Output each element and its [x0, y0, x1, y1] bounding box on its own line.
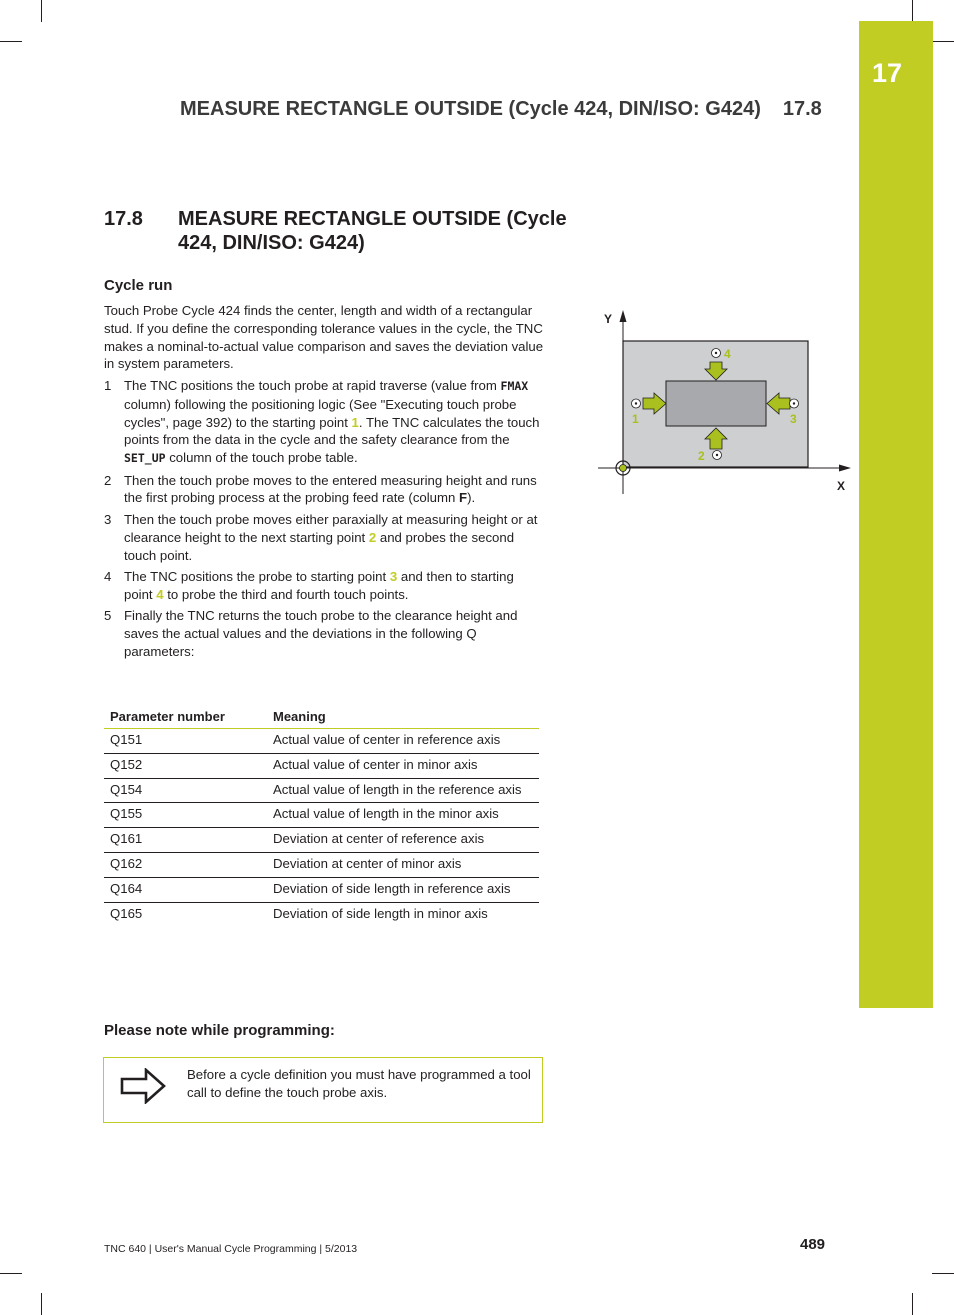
- chapter-number: 17: [872, 58, 903, 88]
- programming-note-heading: Please note while programming:: [104, 1022, 335, 1039]
- table-row: [104, 902, 539, 926]
- intro-paragraph: Touch Probe Cycle 424 finds the center, length and width of a rectangular stud. If you define the corresponding tolerance values in the cycle, the TNC makes a nominal-to-actual value comparison and saves the deviation value in system parameters.: [104, 303, 544, 372]
- table-cell: Q154: [104, 778, 267, 803]
- column-header: Parameter number: [104, 707, 267, 729]
- table-cell: Q155: [104, 803, 267, 828]
- step-text: Finally the TNC returns the touch probe to the clearance height and saves the actual values and the deviations in the following Q parameters:: [124, 608, 518, 659]
- y-axis-arrow: [620, 310, 627, 322]
- step-text: and then to starting point: [124, 569, 514, 602]
- table-row: [104, 852, 539, 877]
- note-box: [103, 1057, 543, 1123]
- crop-mark: [0, 41, 22, 42]
- table-cell: Q151: [104, 729, 267, 754]
- step-number: 1: [104, 378, 112, 393]
- step-text: The TNC positions the touch probe at rapid traverse (value from: [124, 378, 501, 393]
- table-cell: Q162: [104, 852, 267, 877]
- x-axis-arrow: [839, 465, 851, 472]
- origin-dot: [620, 465, 627, 472]
- note-text: Before a cycle definition you must have programmed a tool call to define the touch probe axis.: [187, 1067, 531, 1100]
- table-header-row: [104, 707, 539, 729]
- column-header: Meaning: [267, 707, 539, 729]
- q-parameter-table: [104, 707, 539, 926]
- section-number: 17.8: [104, 208, 143, 230]
- list-item: [104, 607, 544, 660]
- page-number: 489: [800, 1236, 826, 1253]
- touch-point-center: [635, 402, 637, 404]
- table-cell: Actual value of length in the reference axis: [267, 778, 539, 803]
- point-label-3: 3: [790, 412, 797, 426]
- table-row: [104, 753, 539, 778]
- crop-mark: [932, 1273, 954, 1274]
- table-row: [104, 778, 539, 803]
- step-number: 3: [104, 511, 112, 527]
- table-cell: Q152: [104, 753, 267, 778]
- y-axis-label: Y: [604, 312, 613, 326]
- running-header-title: MEASURE RECTANGLE OUTSIDE (Cycle 424, DIN/ISO: G424): [180, 98, 761, 120]
- footer-text: TNC 640 | User's Manual Cycle Programming | 5/2013: [104, 1243, 358, 1255]
- crop-mark: [912, 0, 913, 22]
- note-divider: [184, 1058, 185, 1122]
- point-ref: 4: [156, 586, 164, 602]
- table-cell: Actual value of center in minor axis: [267, 753, 539, 778]
- table-cell: Q165: [110, 905, 143, 921]
- step-text: Then the touch probe moves to the entered measuring height and runs the first probing process at the probing feed rate (column: [124, 472, 537, 506]
- table-cell: Q164: [104, 877, 267, 902]
- rectangular-stud: [666, 381, 766, 426]
- point-ref: 2: [368, 529, 377, 545]
- crop-mark: [41, 0, 42, 22]
- step-text: column of the touch probe table.: [165, 450, 358, 466]
- step-text: . The TNC calculates the touch points from the data in the cycle and the safety clearance from the: [124, 414, 540, 448]
- steps-list: [104, 377, 544, 664]
- list-item: [104, 377, 544, 468]
- step-text: The TNC positions the probe to starting point: [124, 569, 390, 585]
- point-ref: 3: [389, 569, 398, 585]
- step-text: ).: [467, 490, 476, 506]
- point-label-2: 2: [698, 449, 705, 463]
- cycle-run-heading: Cycle run: [104, 277, 173, 294]
- section-title: MEASURE RECTANGLE OUTSIDE (Cycle 424, DIN/ISO: G424): [178, 208, 567, 254]
- step-text: Then the touch probe moves either paraxially at measuring height or at clearance height to the next starting point: [124, 511, 538, 545]
- table-cell: Actual value of length in the minor axis: [267, 803, 539, 828]
- table-row: [104, 803, 539, 828]
- chapter-tab: [859, 21, 933, 1008]
- table-row: [104, 729, 539, 754]
- table-row: [104, 877, 539, 902]
- arrow-right-icon: [120, 1068, 166, 1104]
- crop-mark: [41, 1293, 42, 1315]
- code-keyword: SET_UP: [124, 451, 166, 466]
- touch-point-center: [716, 454, 718, 456]
- point-label-4: 4: [724, 347, 731, 361]
- point-label-1: 1: [632, 412, 639, 426]
- table-cell: Q161: [104, 828, 267, 853]
- code-keyword: F: [459, 490, 468, 506]
- probing-diagram: [596, 308, 856, 494]
- list-item: [104, 472, 544, 508]
- table-cell: Deviation of side length in minor axis: [273, 905, 488, 921]
- table-row: [104, 828, 539, 853]
- crop-mark: [0, 1273, 22, 1274]
- list-item: [104, 568, 544, 604]
- x-axis-label: X: [837, 479, 846, 493]
- code-keyword: FMAX: [500, 379, 529, 393]
- step-number: 5: [104, 608, 112, 624]
- table-cell: Deviation of side length in reference axis: [267, 877, 539, 902]
- running-header: [180, 98, 822, 121]
- table-cell: Actual value of center in reference axis: [267, 729, 539, 754]
- list-item: [104, 511, 544, 564]
- running-header-section: 17.8: [782, 98, 822, 120]
- step-number: 4: [104, 569, 112, 585]
- crop-mark: [932, 41, 954, 42]
- table-cell: Deviation at center of reference axis: [267, 828, 539, 853]
- table-cell: Deviation at center of minor axis: [267, 852, 539, 877]
- step-text: to probe the third and fourth touch points.: [163, 586, 409, 602]
- touch-point-center: [793, 402, 795, 404]
- touch-point-center: [715, 352, 717, 354]
- crop-mark: [912, 1293, 913, 1315]
- step-number: 2: [104, 472, 112, 488]
- step-text: column) following the positioning logic (See "Executing touch probe cycles", page 392) to the starting point: [124, 396, 517, 430]
- point-ref: 1: [351, 414, 359, 430]
- step-text: and probes the second touch point.: [124, 529, 515, 563]
